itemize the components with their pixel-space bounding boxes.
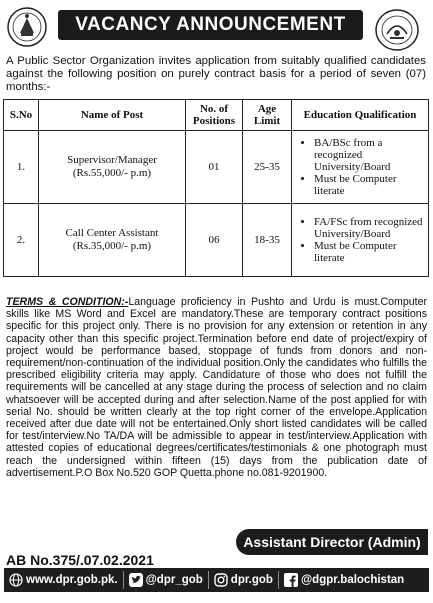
table-row: [4, 131, 429, 204]
header: [0, 0, 433, 56]
facebook-handle[interactable]: @dgpr.balochistan: [300, 574, 405, 586]
table-header-row: [4, 100, 429, 131]
column-header-post: Name of Post: [39, 100, 186, 131]
website-link[interactable]: www.dpr.gob.pk.: [26, 574, 118, 586]
page-title: VACANCY ANNOUNCEMENT: [75, 14, 346, 35]
footer-facebook[interactable]: [279, 568, 409, 592]
footer-instagram[interactable]: [209, 568, 278, 592]
twitter-icon: [129, 573, 143, 587]
cell-qualification: [292, 131, 429, 204]
qualification-item: • Must be Computer literate: [314, 240, 426, 264]
ad-number: AB No.375/.07.02.2021: [6, 552, 154, 568]
instagram-icon: [214, 573, 228, 587]
cell-qualification: [292, 204, 429, 277]
vacancy-table: [3, 99, 429, 277]
cell-post: [39, 131, 186, 204]
table-row: [4, 204, 429, 277]
column-header-age: Age Limit: [243, 100, 292, 131]
terms-and-conditions: [6, 296, 427, 479]
post-salary: (Rs.55,000/- p.m): [72, 167, 152, 179]
government-emblem-icon: [6, 6, 48, 48]
post-name: Supervisor/Manager: [67, 154, 157, 166]
cell-sno: 1.: [4, 131, 39, 204]
intro-text: A Public Sector Organization invites application from suitably qualified candidates against the following position on purely contract basis for a period of seven (07) months:-: [6, 55, 426, 93]
facebook-icon: [284, 573, 298, 587]
column-header-positions: No. of Positions: [186, 100, 243, 131]
footer-website[interactable]: [4, 568, 123, 592]
signatory-title: Assistant Director (Admin): [243, 534, 421, 550]
terms-text: Language proficiency in Pushto and Urdu is must.Computer skills like MS Word and Excel are mandatory.These are temporary contract positions specific for this project only. There is no provision for any extension or retention in any capacity other than this specific project.Termination before end date of project/expiry of project would be performance based, stoppage of funds from donors and non-requirement/non-continuation of the individual position.Only the candidates who fulfills the prescribed eligibility criteria may apply. Candidature of those who does not fulfill the requirements will be cancelled at any stage during the process of selection and no claim whatsoever will be accepted during and after selection.Name of the post applied for with serial No. should be written clearly at the top right corner of the envelope.Application received after due date will not be entertained.Only short listed candidates will be called for test/interview.No TA/DA will be admissible to appear in test/interview.Application with attested copies of educational degrees/certificates/testimonials & one photograph must reach the undersigned within fifteen (15) days from the publication date of advertisement.P.O Box No.520 GOP Quetta.phone no.081-9201900.: [6, 296, 427, 479]
qualification-item: • BA/BSc from a recognized University/Board: [314, 137, 426, 173]
column-header-sno: S.No: [4, 100, 39, 131]
signatory-banner: [236, 529, 428, 555]
qualification-item: • Must be Computer literate: [314, 173, 426, 197]
cell-positions: 01: [186, 131, 243, 204]
organization-seal-icon: [374, 8, 420, 52]
title-banner: [58, 10, 363, 40]
twitter-handle[interactable]: @dpr_gob: [145, 574, 203, 586]
cell-age: 18-35: [243, 204, 292, 277]
cell-post: [39, 204, 186, 277]
post-name: Call Center Assistant: [65, 227, 159, 239]
cell-age: 25-35: [243, 131, 292, 204]
cell-positions: 06: [186, 204, 243, 277]
cell-sno: 2.: [4, 204, 39, 277]
post-salary: (Rs.35,000/- p.m): [72, 240, 152, 252]
column-header-qualification: Education Qualification: [292, 100, 429, 131]
footer-bar: [4, 568, 429, 592]
instagram-handle[interactable]: dpr.gob: [230, 574, 273, 586]
terms-label: TERMS & CONDITION:-: [6, 296, 129, 308]
qualification-item: • FA/FSc from recognized University/Board: [314, 216, 426, 240]
footer-twitter[interactable]: [124, 568, 208, 592]
globe-icon: [9, 573, 23, 587]
